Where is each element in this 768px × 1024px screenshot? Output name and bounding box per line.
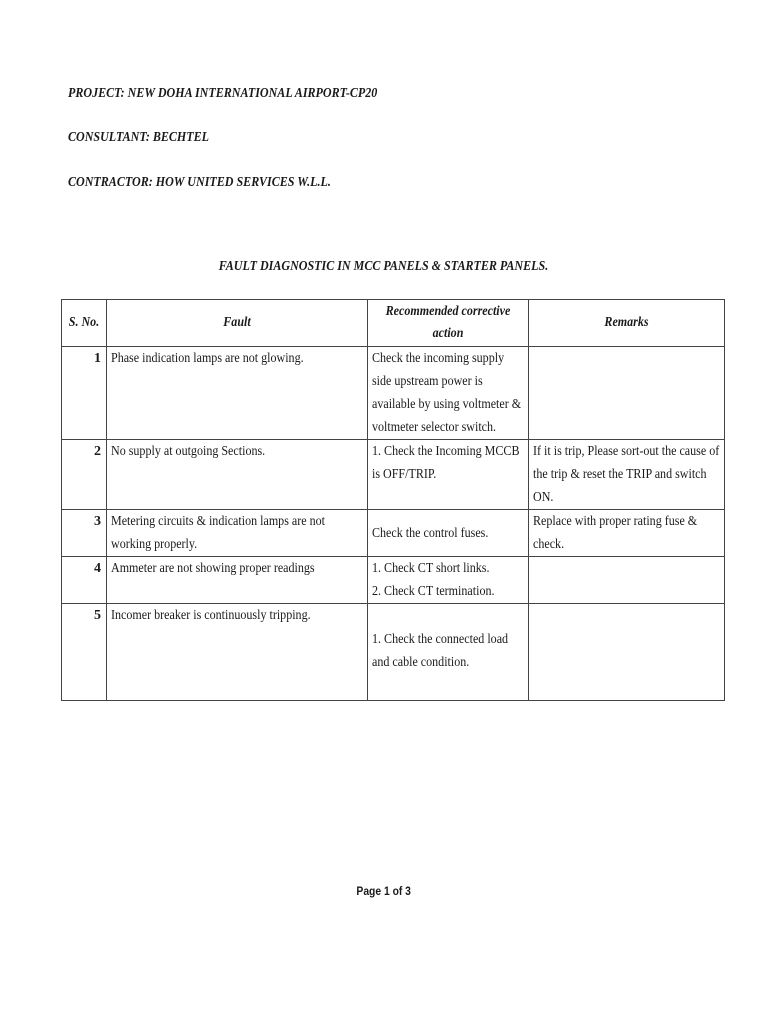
fault-diagnostic-table: [61, 299, 725, 701]
contractor-line: CONTRACTOR: HOW UNITED SERVICES W.L.L.: [68, 175, 331, 190]
column-header-action: Recommended corrective action: [368, 300, 529, 347]
table-row: [62, 604, 725, 701]
fault-cell: Incomer breaker is continuously tripping.: [107, 604, 368, 701]
row-number: 4: [62, 557, 107, 604]
column-header-remarks: Remarks: [529, 300, 725, 347]
action-cell: 1. Check the connected load and cable condition.: [368, 604, 529, 701]
remarks-cell: [529, 557, 725, 604]
consultant-line: CONSULTANT: BECHTEL: [68, 130, 210, 145]
table-row: [62, 557, 725, 604]
action-cell: 1. Check the Incoming MCCB is OFF/TRIP.: [368, 440, 529, 510]
action-cell: Check the control fuses.: [368, 510, 529, 557]
page-footer: [0, 884, 768, 898]
fault-cell: Ammeter are not showing proper readings: [107, 557, 368, 604]
action-line: 2. Check CT termination.: [372, 584, 495, 599]
row-number: 1: [62, 347, 107, 440]
row-number: 3: [62, 510, 107, 557]
project-line: PROJECT: NEW DOHA INTERNATIONAL AIRPORT-CP20: [68, 86, 378, 101]
column-header-sno: S. No.: [62, 300, 107, 347]
table-row: [62, 440, 725, 510]
fault-cell: No supply at outgoing Sections.: [107, 440, 368, 510]
action-cell: Check the incoming supply side upstream power is available by using voltmeter & voltmeter selector switch.: [368, 347, 529, 440]
document-title: [0, 259, 768, 275]
document-title-text: FAULT DIAGNOSTIC IN MCC PANELS & STARTER PANELS.: [219, 259, 549, 274]
page-number: Page 1 of 3: [356, 884, 412, 898]
remarks-cell: Replace with proper rating fuse & check.: [529, 510, 725, 557]
row-number: 5: [62, 604, 107, 701]
table-header-row: [62, 300, 725, 347]
remarks-cell: [529, 604, 725, 701]
row-number: 2: [62, 440, 107, 510]
action-line: 1. Check CT short links.: [372, 561, 490, 576]
table-row: [62, 347, 725, 440]
column-header-fault: Fault: [107, 300, 368, 347]
fault-cell: Metering circuits & indication lamps are not working properly.: [107, 510, 368, 557]
action-cell: [368, 557, 529, 604]
remarks-cell: If it is trip, Please sort-out the cause of the trip & reset the TRIP and switch ON.: [529, 440, 725, 510]
remarks-cell: [529, 347, 725, 440]
table-row: [62, 510, 725, 557]
fault-cell: Phase indication lamps are not glowing.: [107, 347, 368, 440]
